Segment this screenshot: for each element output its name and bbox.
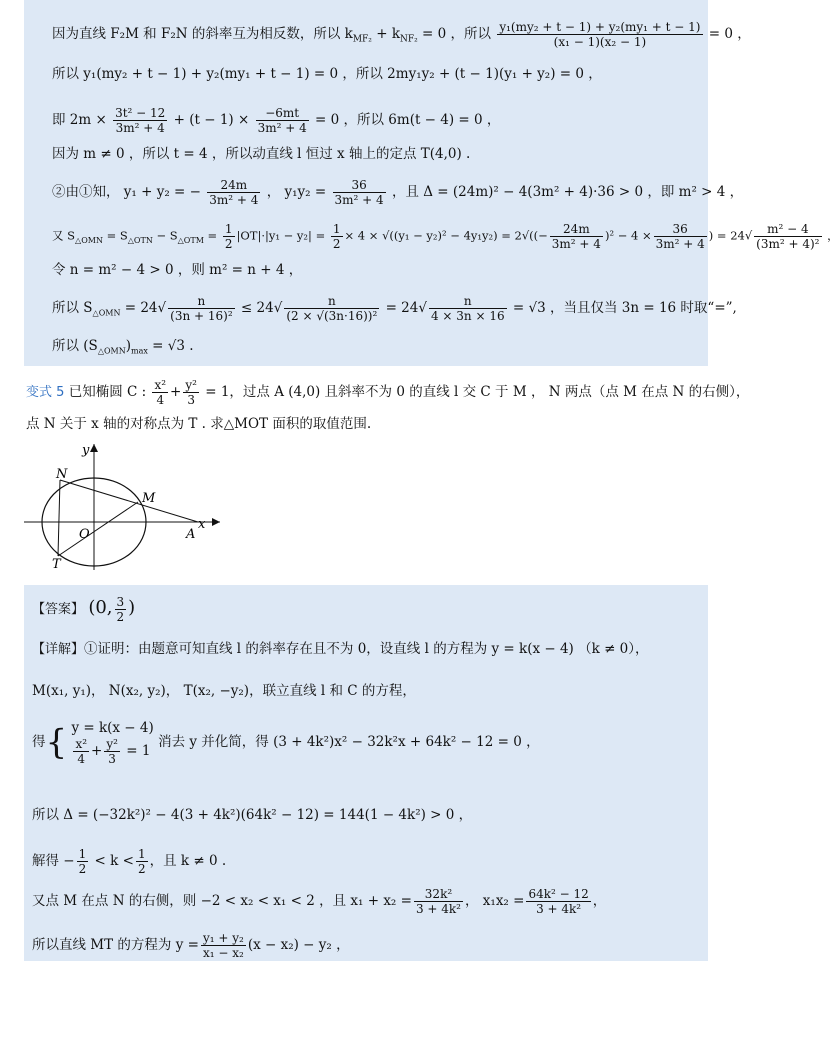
solution-line-8: 所以 $S_{\triangle OMN} = 24√$ $\frac{n}{\text{(3n + 16)²}}$ ≤ 24√ $\frac{n}{\text{(2 × √(3n·16))²}}$ = 24√ $\frac{n}{4 \times 3n \times 16}$ = √3 ，当且仅当 3n = 16 时取“=”,: [52, 294, 737, 323]
label-n: N: [56, 467, 68, 482]
detail-line-5: 解得 − $\frac{1}{2}$ < k < $\frac{1}{2}$ ，且 k ≠ 0 .: [32, 847, 227, 876]
label-x: x: [198, 517, 206, 532]
ellipse-figure: [24, 440, 224, 575]
solution-line-6: 又 $S_{\triangle OMN} = S_{\triangle OTN} - S_{\triangle OTM}$ = $\frac{1}{2}$ |OT|·|y₁ − y₂| = $\frac{1}{2}$ × 4 × √((y₁ − y₂)² − 4y₁y₂) = 2√((− $\frac{24m}{\text{3m² + 4}}$ )² − 4 × $\frac{36}{\text{3m² + 4}}$ ) = 24√ $\frac{\text{m² − 4}}{\text{(3m² + 4)²}}$ ，: [52, 222, 839, 251]
solution-line-1: 因为直线 F₂M 和 F₂N 的斜率互为相反数，所以 $k_{MF_2} + k_{NF_2} = 0$ ，所以 $\frac{\text{y₁(my₂ + t − 1) + y₂(my₁ + t − 1)}}{\text{(x₁ − 1)(x₂ − 1)}}$ = 0 ，: [52, 20, 751, 49]
answer-line: 【答案】 (0, $\frac{3}{2}$ ): [32, 595, 136, 624]
detail-line-4: 所以 Δ = (−32k²)² − 4(3 + 4k²)(64k² − 12) = 144(1 − 4k²) > 0 ，: [32, 807, 473, 823]
y-axis-arrow-icon: [90, 444, 98, 452]
solution-line-2: 所以 y₁(my₂ + t − 1) + y₂(my₁ + t − 1) = 0 ，所以 2my₁y₂ + (t − 1)(y₁ + y₂) = 0 ，: [52, 66, 602, 82]
line-l: [60, 480, 198, 522]
label-o: O: [79, 527, 90, 542]
solution-line-3: 即 2m × $\frac{\text{3t² − 12}}{\text{3m² + 4}}$ + (t − 1) × $\frac{-6mt}{\text{3m² + 4}}$ = 0 ，所以 6m(t − 4) = 0 ，: [52, 106, 501, 135]
problem-line-2: 点 N 关于 x 轴的对称点为 T . 求△MOT 面积的取值范围.: [26, 416, 372, 432]
label-t: T: [52, 557, 61, 572]
answer-label: 【答案】: [32, 602, 85, 617]
label-m: M: [142, 491, 156, 506]
detail-line-2: M(x₁, y₁)， N(x₂, y₂)， T(x₂, −y₂)，联立直线 l 和 C 的方程，: [32, 683, 416, 699]
equation-system: y = k(x − 4) $\frac{\text{x²}}{4}$ + $\frac{\text{y²}}{3}$ = 1: [71, 720, 154, 766]
solution-panel-bottom: [24, 585, 708, 961]
solution-panel-top: [24, 0, 839, 366]
segment-tm: [58, 502, 138, 556]
problem-line-1: 变式 5 已知椭圆 C : $\frac{\text{x²}}{4}$ + $\frac{\text{y²}}{3}$ = 1，过点 A (4,0) 且斜率不为 0 的直线 l 交 C 于 M ， N 两点（点 M 在点 N 的右侧），: [26, 378, 750, 407]
label-a: A: [186, 527, 196, 542]
segment-nt: [58, 480, 60, 556]
fraction: $\frac{\text{y₁(my₂ + t − 1) + y₂(my₁ + t − 1)}}{\text{(x₁ − 1)(x₂ − 1)}}$: [499, 20, 701, 49]
detail-label: 【详解】: [32, 642, 85, 657]
solution-line-9: 所以 $(S_{\triangle OMN})_{max} = √3$ .: [52, 338, 194, 356]
x-axis-arrow-icon: [212, 518, 220, 526]
solution-line-5: ②由①知， y₁ + y₂ = − $\frac{24m}{\text{3m² + 4}}$ ， y₁y₂ = $\frac{36}{\text{3m² + 4}}$ ，且 Δ = (24m)² − 4(3m² + 4)·36 > 0 ，即 m² > 4 ，: [52, 178, 744, 207]
solution-line-7: 令 n = m² − 4 > 0 ，则 m² = n + 4 ，: [52, 262, 303, 278]
label-y: y: [82, 443, 90, 458]
detail-line-3: 得{ y = k(x − 4) $\frac{\text{x²}}{4}$ + $\frac{\text{y²}}{3}$ = 1 消去 y 并化简，得 (3 + 4k²)x² − 32k²x + 64k² − 12 = 0 ，: [32, 720, 540, 766]
variant-label: 变式 5: [26, 385, 65, 400]
solution-line-4: 因为 m ≠ 0 ，所以 t = 4 ，所以动直线 l 恒过 x 轴上的定点 T(4,0) .: [52, 146, 471, 162]
detail-line-7: 所以直线 MT 的方程为 y = $\frac{\text{y₁ + y₂}}{\text{x₁ − x₂}}$ (x − x₂) − y₂ ，: [32, 931, 350, 960]
detail-line-6: 又点 M 在点 N 的右侧，则 −2 < x₂ < x₁ < 2 ，且 x₁ + x₂ = $\frac{\text{32k²}}{\text{3 + 4k²}}$ ， x₁x₂ = $\frac{\text{64k² − 12}}{\text{3 + 4k²}}$ ，: [32, 887, 607, 916]
detail-line-1: 【详解】①证明：由题意可知直线 l 的斜率存在且不为 0，设直线 l 的方程为 y = k(x − 4) （k ≠ 0），: [32, 641, 649, 657]
